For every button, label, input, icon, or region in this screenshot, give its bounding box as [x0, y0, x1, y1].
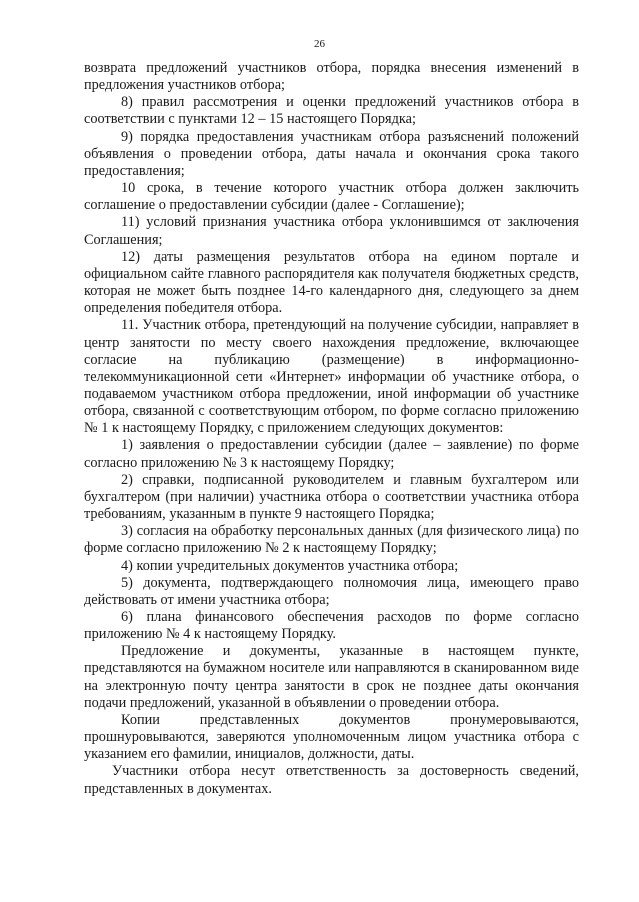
clause-11: 11. Участник отбора, претендующий на получение субсидии, направляет в центр занятости по месту своего нахождения предложение, включающее согласие на публикацию (размещение) в информационно-телекоммуникационной сети «Интернет» информации об участнике отбора, о подаваемом участником отбора предложении, иной информации об участнике отбора, связанной с соответствующим отбором, по форме согласно приложению № 1 к настоящему Порядку, с приложением следующих документов:: [84, 317, 579, 437]
copies-paragraph: Копии представленных документов пронумеровываются, прошнуровываются, заверяются уполномоченным лицом участника отбора с указанием его фамилии, инициалов, должности, даты.: [84, 711, 579, 763]
page-number: 26: [314, 38, 325, 50]
document-body: [84, 60, 579, 798]
list-item-10: 10 срока, в течение которого участник отбора должен заключить соглашение о предоставлении субсидии (далее - Соглашение);: [84, 180, 579, 214]
document-item-1: 1) заявления о предоставлении субсидии (далее – заявление) по форме согласно приложению № 3 к настоящему Порядку;: [84, 437, 579, 471]
paragraph-continuation: возврата предложений участников отбора, порядка внесения изменений в предложения участников отбора;: [84, 60, 579, 94]
submission-paragraph: Предложение и документы, указанные в настоящем пункте, представляются на бумажном носителе или направляются в сканированном виде на электронную почту центра занятости в срок не позднее даты окончания подачи предложений, указанной в объявлении о проведении отбора.: [84, 643, 579, 711]
document-item-3: 3) согласия на обработку персональных данных (для физического лица) по форме согласно приложению № 2 к настоящему Порядку;: [84, 523, 579, 557]
responsibility-paragraph: Участники отбора несут ответственность за достоверность сведений, представленных в документах.: [84, 763, 579, 797]
document-item-5: 5) документа, подтверждающего полномочия лица, имеющего право действовать от имени участника отбора;: [84, 574, 579, 608]
list-item-9: 9) порядка предоставления участникам отбора разъяснений положений объявления о проведении отбора, даты начала и окончания срока такого предоставления;: [84, 128, 579, 179]
list-item-11: 11) условий признания участника отбора уклонившимся от заключения Соглашения;: [84, 214, 579, 248]
document-item-6: 6) плана финансового обеспечения расходов по форме согласно приложению № 4 к настоящему Порядку.: [84, 609, 579, 643]
list-item-8: 8) правил рассмотрения и оценки предложений участников отбора в соответствии с пунктами 12 – 15 настоящего Порядка;: [84, 94, 579, 128]
list-item-12: 12) даты размещения результатов отбора на едином портале и официальном сайте главного распорядителя как получателя бюджетных средств, которая не может быть позднее 14-го календарного дня, следующего за днем определения победителя отбора.: [84, 248, 579, 317]
document-item-2: 2) справки, подписанной руководителем и главным бухгалтером или бухгалтером (при наличии) участника отбора о соответствии участника отбора требованиям, указанным в пункте 9 настоящего Порядка;: [84, 471, 579, 523]
document-item-4: 4) копии учредительных документов участника отбора;: [121, 557, 459, 574]
